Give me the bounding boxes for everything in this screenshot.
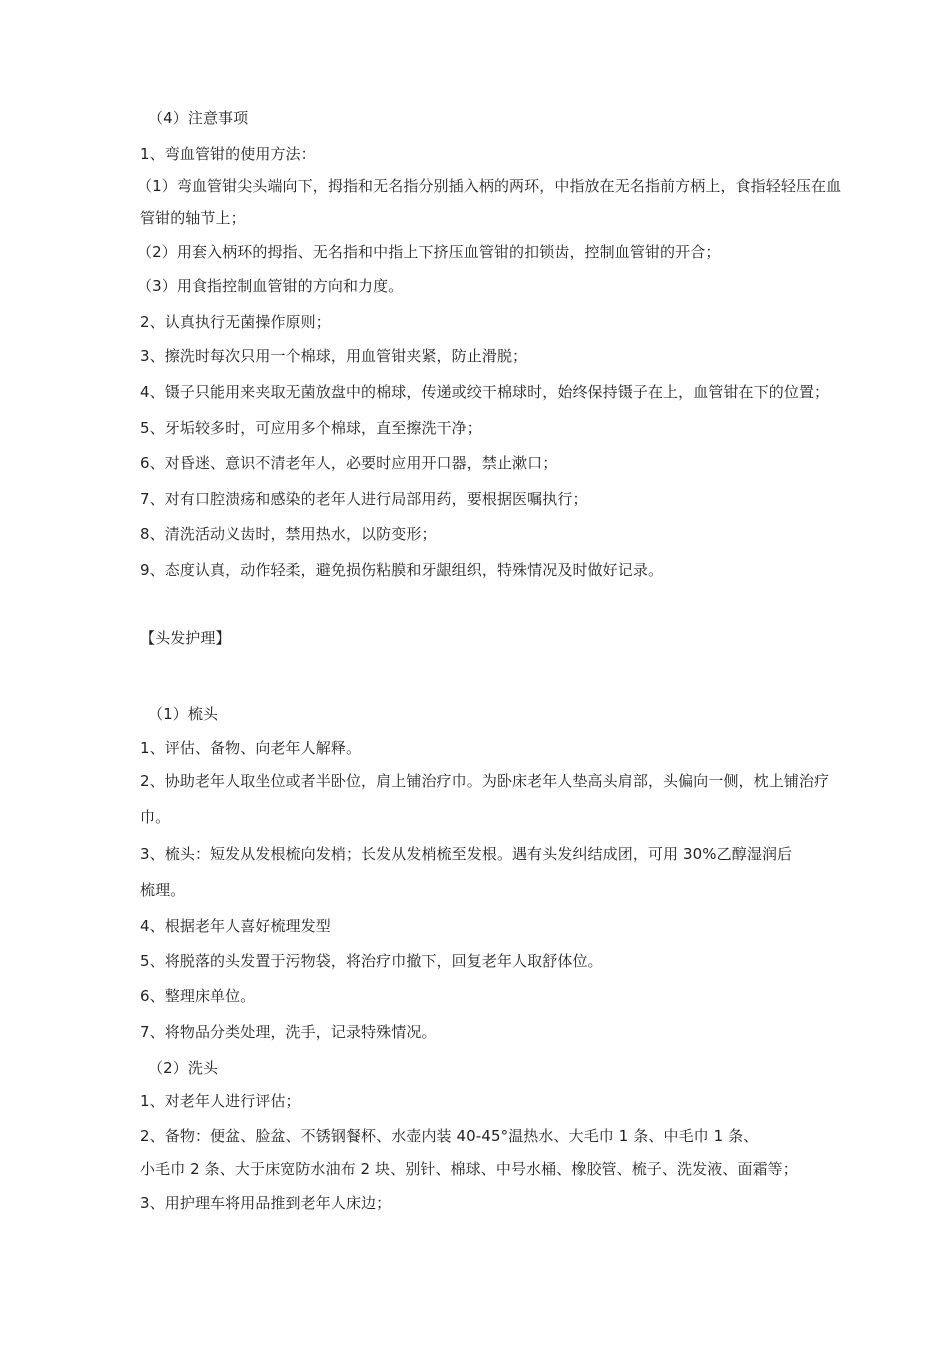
notes-line: （2）用套入柄环的拇指、无名指和中指上下挤压血管钳的扣锁齿，控制血管钳的开合； — [137, 243, 721, 261]
notes-line: （3）用食指控制血管钳的方向和力度。 — [137, 277, 404, 295]
notes-line: 5、牙垢较多时，可应用多个棉球，直至擦洗干净； — [140, 419, 482, 437]
combing-line: 3、梳头：短发从发根梳向发梢；长发从发梢梳至发根。遇有头发纠结成团，可用 30%乙醇湿润后 — [140, 845, 793, 863]
notes-line: 管钳的轴节上； — [140, 209, 246, 227]
washing-line: 小毛巾 2 条、大于床宽防水油布 2 块、别针、棉球、中号水桶、橡胶管、梳子、洗发液、面霜等； — [140, 1160, 798, 1178]
washing-line: 3、用护理车将用品推到老年人床边； — [140, 1194, 392, 1212]
combing-heading: （1）梳头 — [148, 705, 219, 723]
washing-line: 2、备物：便盆、脸盆、不锈钢餐杯、水壶内装 40-45°温热水、大毛巾 1 条、中毛巾 1 条、 — [140, 1127, 759, 1145]
combing-line: 6、整理床单位。 — [140, 987, 256, 1005]
notes-line: 9、态度认真，动作轻柔，避免损伤粘膜和牙龈组织，特殊情况及时做好记录。 — [140, 561, 664, 579]
notes-heading: （4）注意事项 — [148, 109, 249, 127]
notes-line: 2、认真执行无菌操作原则； — [140, 313, 331, 331]
combing-line: 5、将脱落的头发置于污物袋，将治疗巾撤下，回复老年人取舒体位。 — [140, 952, 603, 970]
combing-line: 梳理。 — [140, 881, 186, 899]
notes-line: 3、擦洗时每次只用一个棉球，用血管钳夹紧，防止滑脱； — [140, 347, 528, 365]
washing-heading: （2）洗头 — [148, 1059, 219, 1077]
notes-line: 7、对有口腔溃疡和感染的老年人进行局部用药，要根据医嘱执行； — [140, 490, 588, 508]
notes-line: 1、弯血管钳的使用方法： — [140, 145, 316, 163]
combing-line: 2、协助老年人取坐位或者半卧位，肩上铺治疗巾。为卧床老年人垫高头肩部，头偏向一侧，枕上铺治疗 — [140, 772, 830, 790]
notes-line: 4、镊子只能用来夹取无菌放盘中的棉球，传递或绞干棉球时，始终保持镊子在上，血管钳在下的位置； — [140, 383, 830, 401]
combing-line: 4、根据老年人喜好梳理发型 — [140, 917, 331, 935]
notes-line: 8、清洗活动义齿时，禁用热水，以防变形； — [140, 525, 437, 543]
hair-care-title: 【头发护理】 — [140, 629, 231, 647]
notes-line: （1）弯血管钳尖头端向下，拇指和无名指分别插入柄的两环，中指放在无名指前方柄上，食指轻轻压在血 — [137, 177, 842, 195]
combing-line: 7、将物品分类处理，洗手，记录特殊情况。 — [140, 1023, 437, 1041]
notes-line: 6、对昏迷、意识不清老年人，必要时应用开口器，禁止漱口； — [140, 454, 558, 472]
washing-line: 1、对老年人进行评估； — [140, 1092, 301, 1110]
combing-line: 巾。 — [140, 808, 171, 826]
combing-line: 1、评估、备物、向老年人解释。 — [140, 739, 362, 757]
